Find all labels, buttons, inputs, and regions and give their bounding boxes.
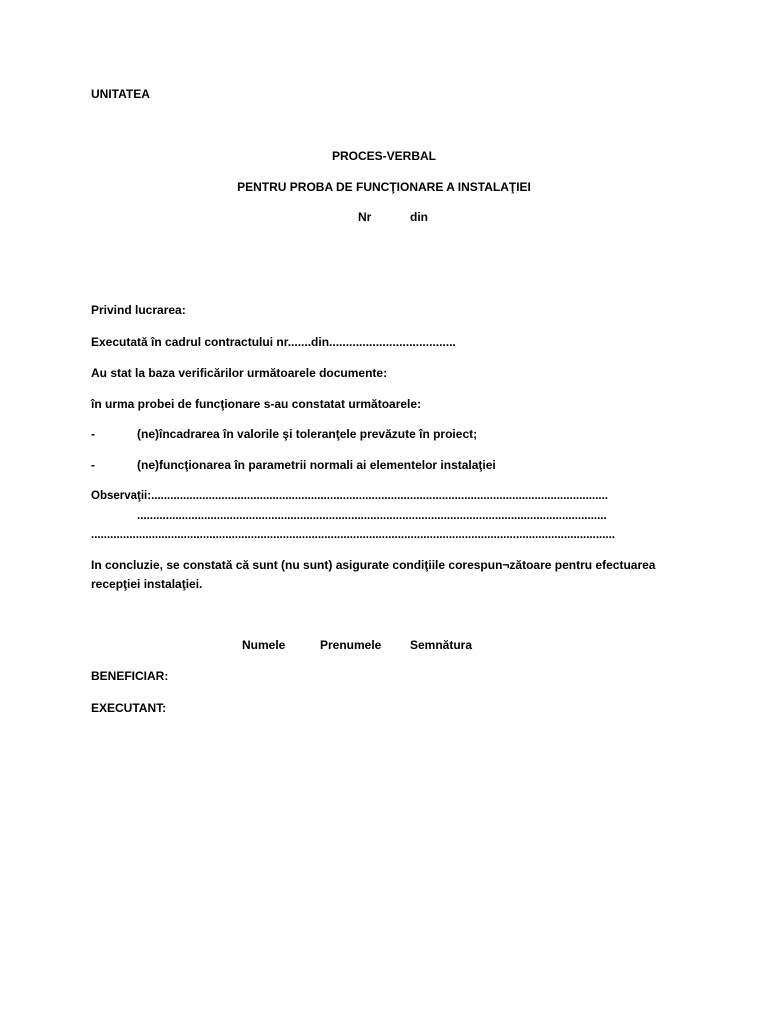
date-label: din (410, 210, 428, 224)
number-label: Nr (358, 210, 372, 224)
findings-line: în urma probei de funcţionare s-au constatat următoarele: (91, 397, 422, 411)
contract-line: Executată în cadrul contractului nr.......din...................................... (91, 335, 456, 349)
bullet-item: (ne)încadrarea în valorile şi toleranţele prevăzute în proiect; (137, 427, 478, 441)
document-subtitle: PENTRU PROBA DE FUNCŢIONARE A INSTALAŢIEI (237, 180, 531, 194)
documents-line: Au stat la baza verificărilor următoarele documente: (91, 366, 388, 380)
bullet-dash: - (91, 458, 95, 472)
signature-header-name: Numele (242, 638, 286, 652)
signature-header-signature: Semnătura (410, 638, 473, 652)
signature-header-firstname: Prenumele (320, 638, 382, 652)
observations-line-2: ................................................................................................................................................... (137, 510, 607, 522)
contractor-label: EXECUTANT: (91, 701, 167, 715)
work-line: Privind lucrarea: (91, 303, 186, 317)
observations-line-3: .................................................................................................................................................................... (91, 529, 615, 541)
bullet-item: (ne)funcţionarea în parametrii normali ai elementelor instalaţiei (137, 458, 496, 472)
unit-label: UNITATEA (91, 87, 150, 101)
beneficiary-label: BENEFICIAR: (91, 669, 169, 683)
document-title: PROCES-VERBAL (331, 149, 436, 163)
bullet-dash: - (91, 427, 95, 441)
conclusion-paragraph: In concluzie, se constată că sunt (nu sunt) asigurate condiţiile corespun¬zătoare pentru efectuarea recepţiei instalaţiei. (91, 558, 656, 591)
observations-line-1: Observaţii:............................................................................................................................................... (91, 490, 608, 502)
